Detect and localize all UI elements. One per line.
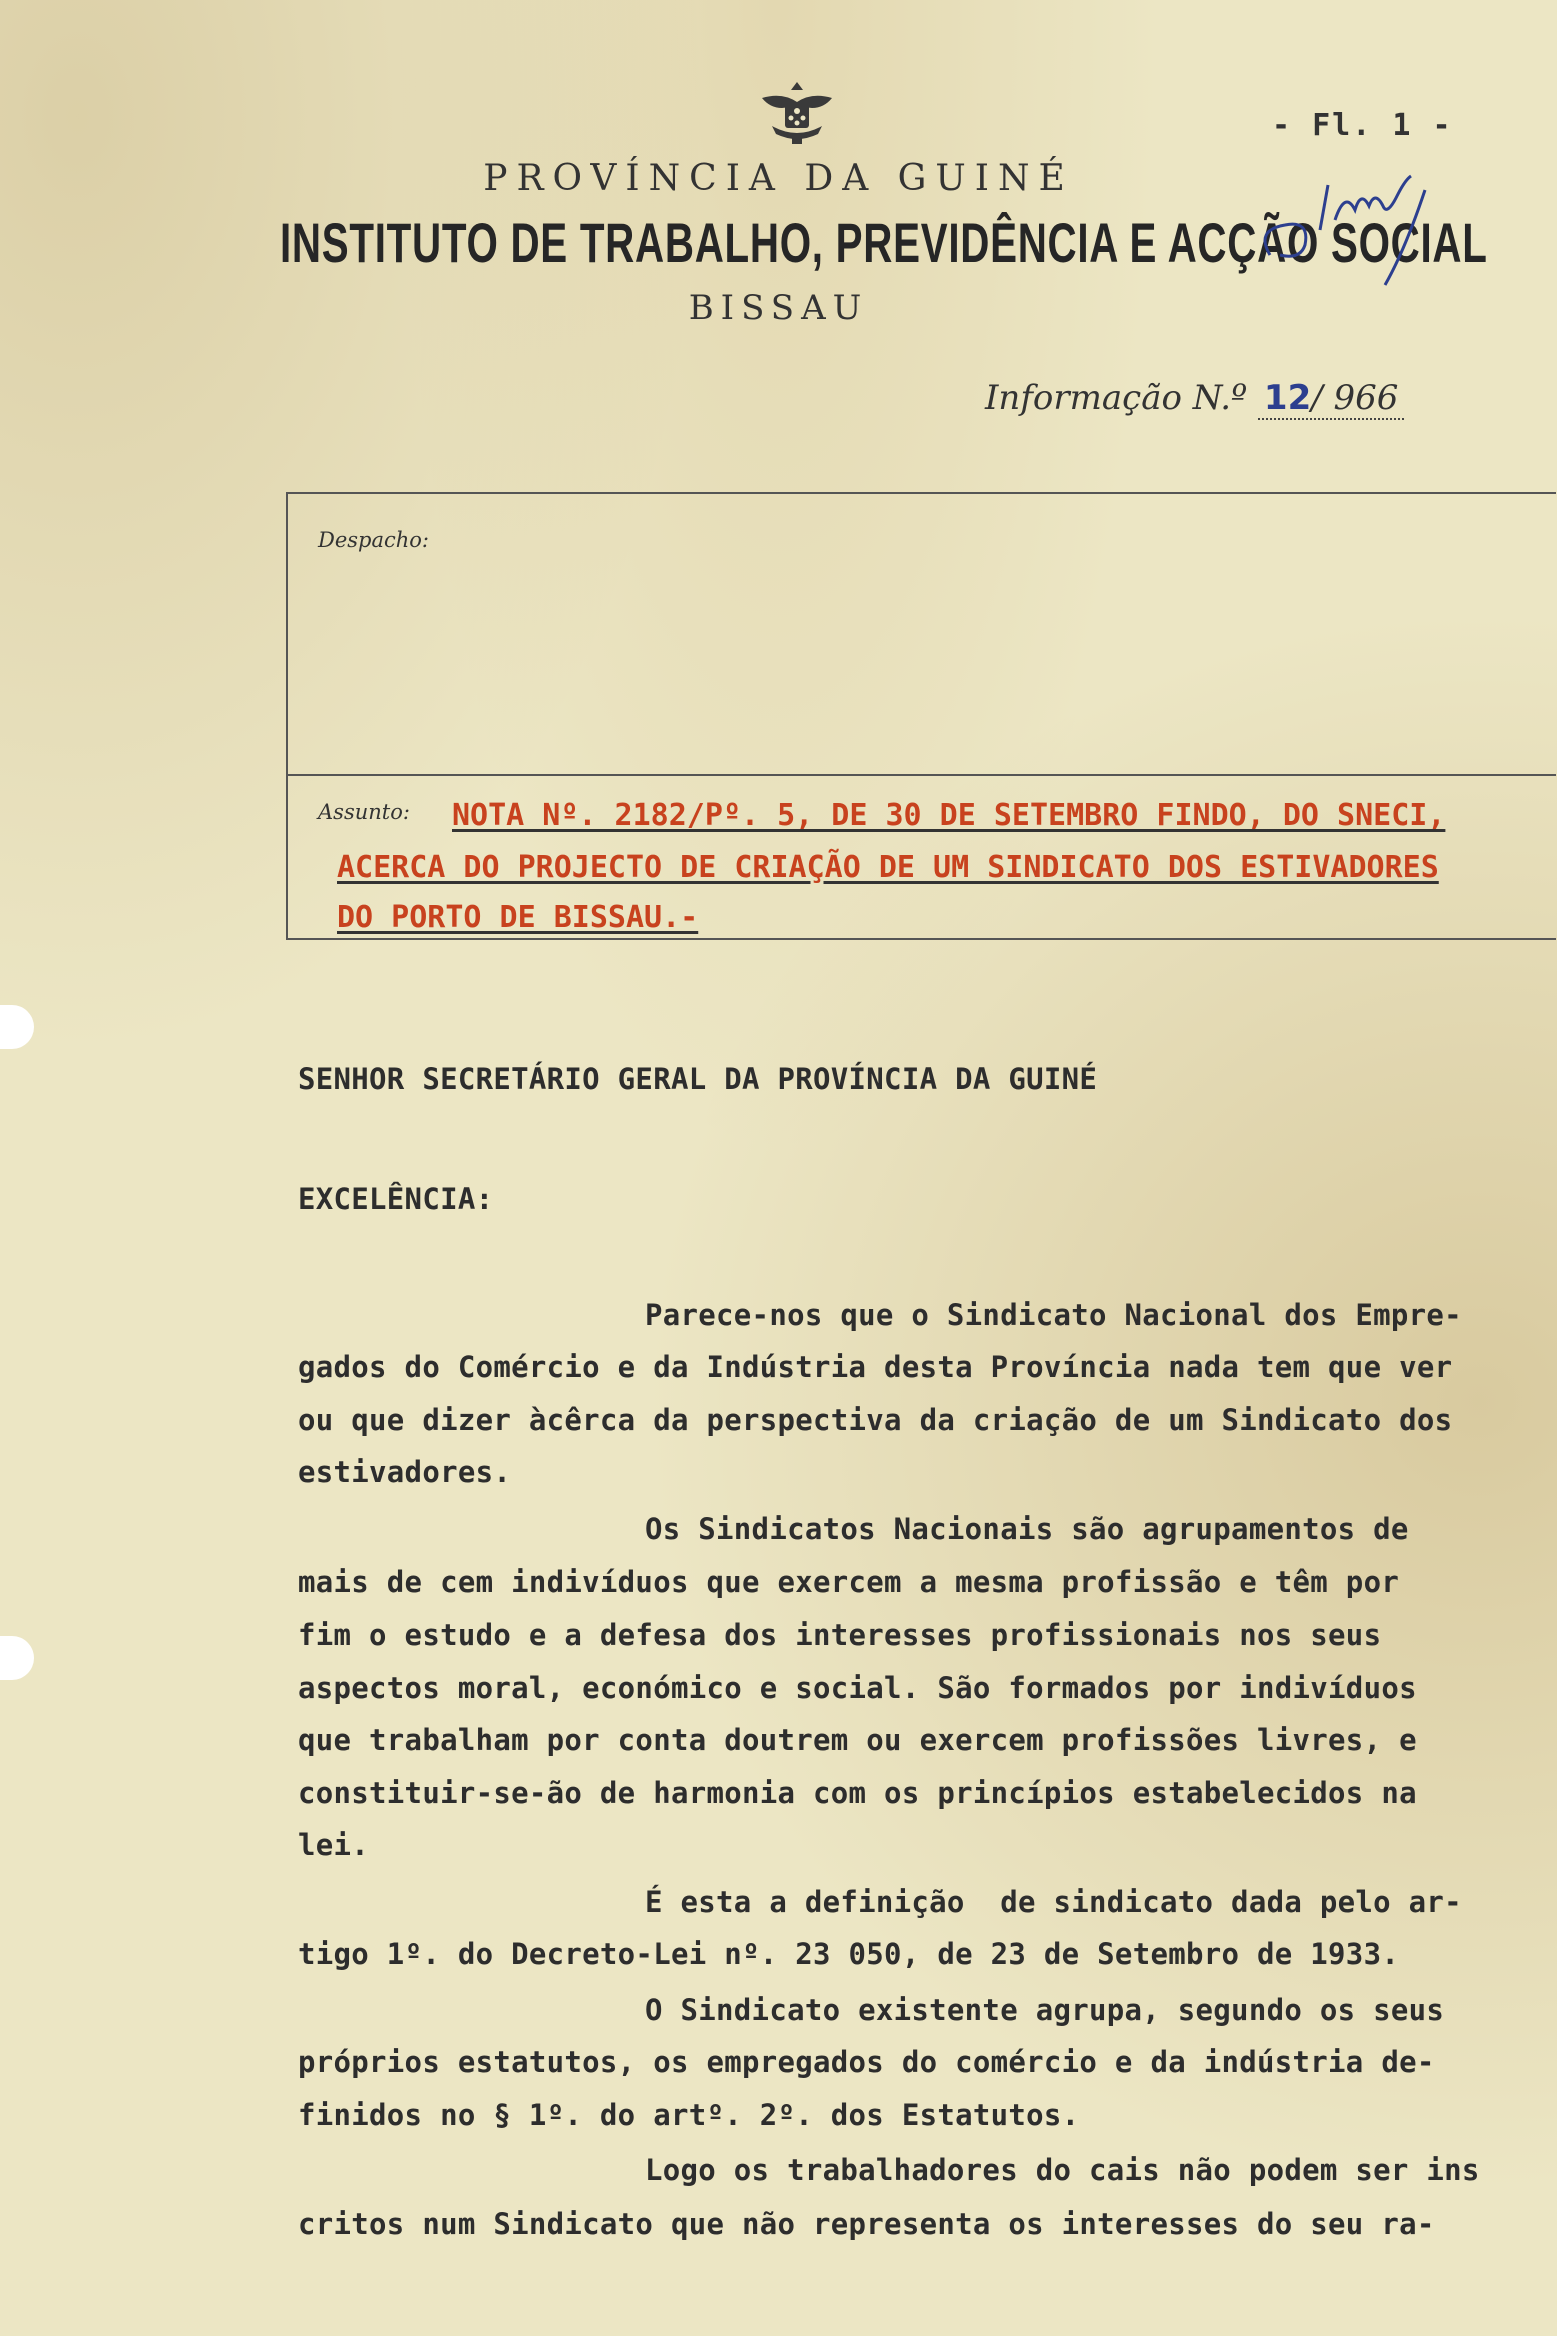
body-line: fim o estudo e a defesa dos interesses profissionais nos seus bbox=[298, 1618, 1382, 1652]
subject-line: DO PORTO DE BISSAU.- bbox=[337, 900, 699, 935]
body-line: aspectos moral, económico e social. São formados por indivíduos bbox=[298, 1671, 1417, 1705]
body-line: gados do Comércio e da Indústria desta Província nada tem que ver bbox=[298, 1350, 1453, 1384]
body-line: lei. bbox=[298, 1828, 370, 1862]
subject-line: ACERCA DO PROJECTO DE CRIAÇÃO DE UM SINDICATO DOS ESTIVADORES bbox=[337, 850, 1439, 885]
coat-of-arms-icon bbox=[752, 78, 842, 150]
institute-name: INSTITUTO DE TRABALHO, PREVIDÊNCIA E ACÇÃO SOCIAL bbox=[280, 211, 1488, 274]
body-line: ou que dizer àcêrca da perspectiva da criação de um Sindicato dos bbox=[298, 1403, 1453, 1437]
body-line: É esta a definição de sindicato dada pelo ar- bbox=[645, 1885, 1462, 1919]
body-line: tigo 1º. do Decreto-Lei nº. 23 050, de 23 de Setembro de 1933. bbox=[298, 1937, 1400, 1971]
body-line: que trabalham por conta doutrem ou exercem profissões livres, e bbox=[298, 1723, 1417, 1757]
body-line: finidos no § 1º. do artº. 2º. dos Estatutos. bbox=[298, 2098, 1080, 2132]
subject-line: NOTA Nº. 2182/Pº. 5, DE 30 DE SETEMBRO FINDO, DO SNECI, bbox=[452, 798, 1446, 833]
assunto-label: Assunto: bbox=[318, 800, 410, 824]
body-line: critos num Sindicato que não representa os interesses do seu ra- bbox=[298, 2207, 1435, 2241]
body-line: estivadores. bbox=[298, 1455, 512, 1489]
body-line: próprios estatutos, os empregados do comércio e da indústria de- bbox=[298, 2045, 1435, 2079]
info-label: Informação N.º bbox=[985, 378, 1248, 418]
handwritten-rubric bbox=[1250, 160, 1500, 310]
province-name: PROVÍNCIA DA GUINÉ bbox=[483, 158, 1074, 199]
salutation: EXCELÊNCIA: bbox=[298, 1182, 494, 1216]
folio-number: - Fl. 1 - bbox=[1272, 108, 1453, 143]
body-line: Parece-nos que o Sindicato Nacional dos Empre- bbox=[645, 1298, 1462, 1332]
info-number-handwritten: 12 bbox=[1263, 378, 1312, 418]
body-line: O Sindicato existente agrupa, segundo os seus bbox=[645, 1993, 1445, 2027]
information-number bbox=[985, 378, 1404, 420]
addressee: SENHOR SECRETÁRIO GERAL DA PROVÍNCIA DA GUINÉ bbox=[298, 1062, 1098, 1096]
despacho-label: Despacho: bbox=[318, 528, 430, 552]
body-line: Os Sindicatos Nacionais são agrupamentos de bbox=[645, 1512, 1409, 1546]
body-line: constituir-se-ão de harmonia com os princípios estabelecidos na bbox=[298, 1776, 1417, 1810]
city-name: BISSAU bbox=[688, 288, 869, 328]
punch-hole-upper bbox=[0, 1005, 34, 1049]
punch-hole-lower bbox=[0, 1636, 34, 1680]
body-line: mais de cem indivíduos que exercem a mesma profissão e têm por bbox=[298, 1565, 1400, 1599]
info-year: / 966 bbox=[1311, 378, 1399, 418]
body-line: Logo os trabalhadores do cais não podem ser ins bbox=[645, 2153, 1480, 2187]
